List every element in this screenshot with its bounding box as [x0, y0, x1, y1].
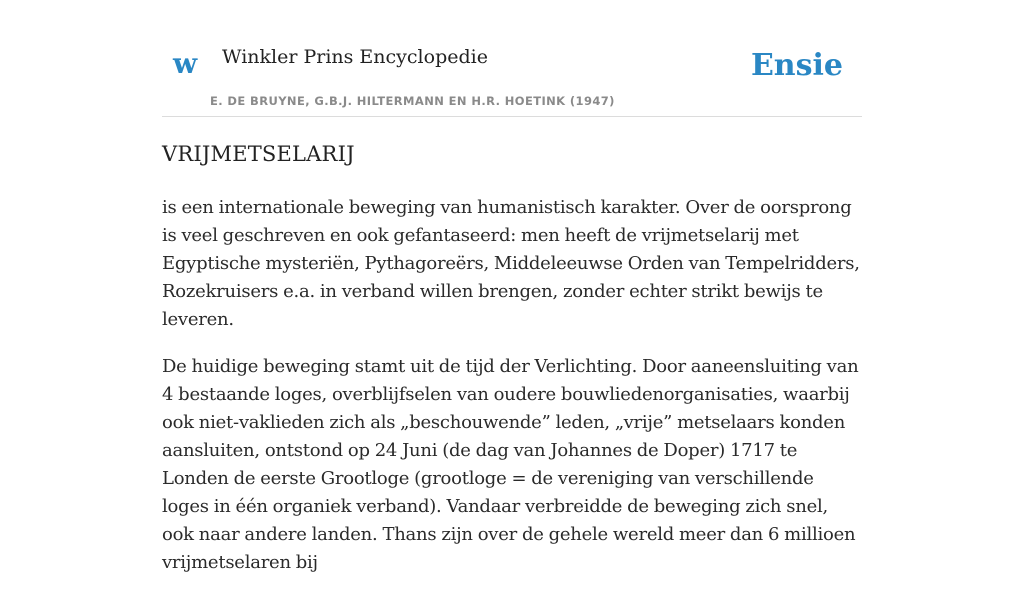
article-paragraph: De huidige beweging stamt uit de tijd der Verlichting. Door aaneensluiting van 4 bestaande loges, overblijfselen van oudere bouwliedenorganisaties, waarbij ook niet-vaklieden zich als „beschouwende” leden, „vrije” metselaars konden aansluiten, ontstond op 24 Juni (de dag van Johannes de Doper) 1717 te Londen de eerste Grootloge (grootloge = de vereniging van verschillende loges in één organiek verband). Vandaar verbreidde de beweging zich snel, ook naar andere landen. Thans zijn over de gehele wereld meer dan 6 millioen vrijmetselaren bij	[162, 356, 859, 573]
source-authors: E. DE BRUYNE, G.B.J. HILTERMANN EN H.R. HOETINK (1947)	[210, 94, 615, 108]
source-title-link[interactable]: Winkler Prins Encyclopedie	[222, 46, 488, 68]
article-title: VRIJMETSELARIJ	[162, 142, 355, 166]
article	[162, 138, 862, 596]
source-header	[162, 0, 862, 117]
article-paragraph: is een internationale beweging van humanistisch karakter. Over de oorsprong is veel geschreven en ook gefantaseerd: men heeft de vrijmetselarij met Egyptische mysteriën, Pythagoreërs, Middeleeuwse Orden van Tempelridders, Rozekruisers e.a. in verband willen brengen, zonder echter strikt bewijs te leveren.	[162, 197, 860, 330]
brand-logo-link[interactable]: Ensie	[750, 48, 843, 83]
source-logo-icon[interactable]: w	[173, 47, 198, 80]
